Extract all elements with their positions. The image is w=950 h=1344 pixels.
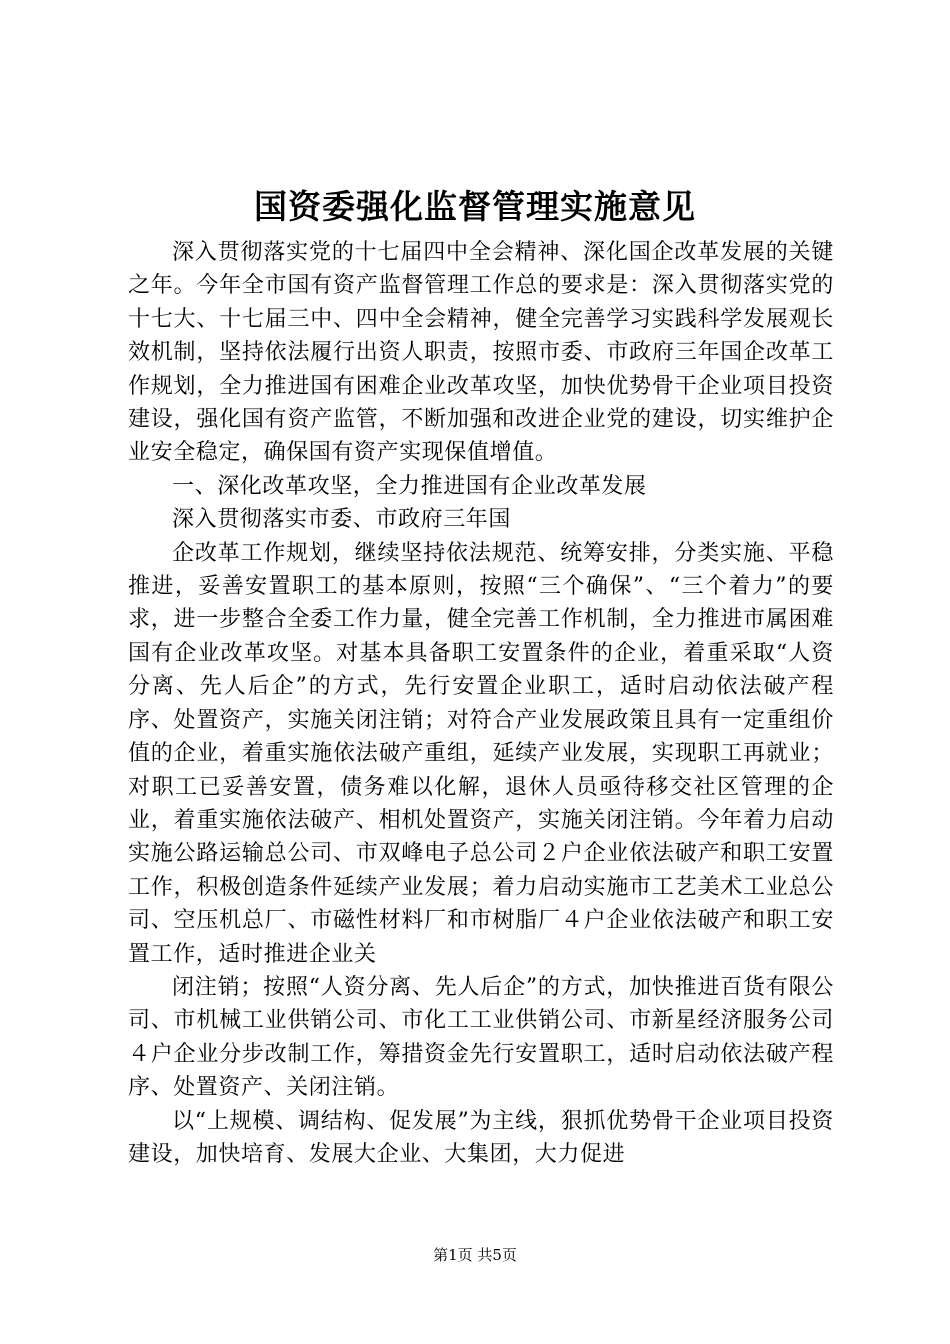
section-heading: 一、深化改革攻坚，全力推进国有企业改革发展: [172, 473, 647, 499]
paragraph-reform: 企改革工作规划，继续坚持依法规范、统筹安排，分类实施、平稳推进，妥善安置职工的基本原则，按照“三个确保”、“三个着力”的要求，进一步整合全委工作力量，健全完善工作机制，全力推进市属困难国有企业改革攻坚。对基本具备职工安置条件的企业，着重采取“人资分离、先人后企”的方式，先行安置企业职工，适时启动依法破产程序、处置资产，实施关闭注销；对符合产业发展政策且具有一定重组价值的企业，着重实施依法破产重组，延续产业发展，实现职工再就业；对职工已妥善安置，债务难以化解，退休人员亟待移交社区管理的企业，着重实施依法破产、相机处置资产，实施关闭注销。今年着力启动实施公路运输总公司、市双峰电子总公司２户企业依法破产和职工安置工作，积极创造条件延续产业发展；着力启动实施市工艺美术工业总公司、空压机总厂、市磁性材料厂和市树脂厂４户企业依法破产和职工安置工作，适时推进企业关: [128, 540, 834, 967]
paragraph-fragment: 深入贯彻落实市委、市政府三年国: [172, 507, 512, 533]
document-title: 国资委强化监督管理实施意见: [254, 187, 696, 226]
paragraph-investment: 以“上规模、调结构、促发展”为主线，狠抓优势骨干企业项目投资建设，加快培育、发展大企业、大集团，大力促进: [128, 1108, 834, 1167]
paragraph-intro: 深入贯彻落实党的十七届四中全会精神、深化国企改革发展的关键之年。今年全市国有资产监督管理工作总的要求是：深入贯彻落实党的十七大、十七届三中、四中全会精神，健全完善学习实践科学发展观长效机制，坚持依法履行出资人职责，按照市委、市政府三年国企改革工作规划，全力推进国有困难企业改革攻坚，加快优势骨干企业项目投资建设，强化国有资产监管，不断加强和改进企业党的建设，切实维护企业安全稳定，确保国有资产实现保值增值。: [128, 240, 834, 466]
document-body: [128, 236, 834, 1171]
paragraph-closure: 闭注销；按照“人资分离、先人后企”的方式，加快推进百货有限公司、市机械工业供销公司、市化工工业供销公司、市新星经济服务公司４户企业分步改制工作，筹措资金先行安置职工，适时启动依法破产程序、处置资产、关闭注销。: [128, 974, 834, 1101]
page-footer: 第1页 共5页: [433, 1246, 517, 1264]
